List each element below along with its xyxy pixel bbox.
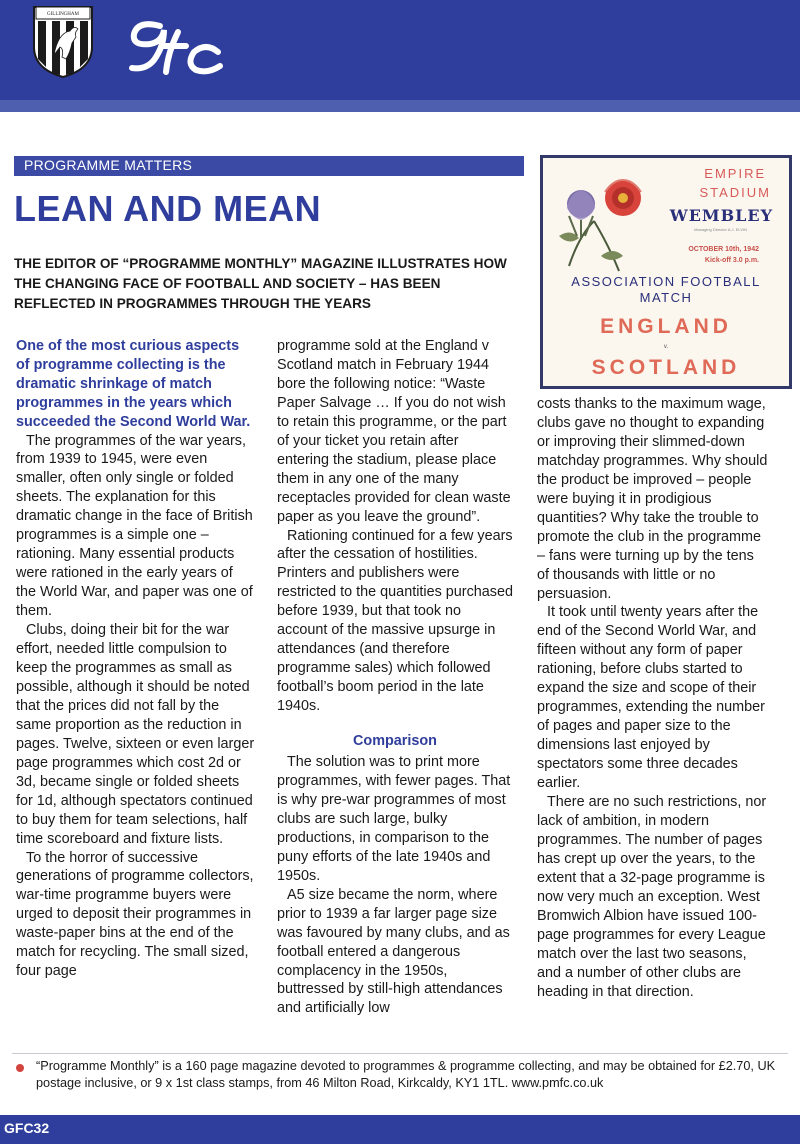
article-column-1 bbox=[16, 337, 256, 981]
body-paragraph: costs thanks to the maximum wage, clubs gave no thought to expanding or improving their slimmed-down matchday programmes. Why should the product be improved – people were buying it in prodigious quantities? Why take the trouble to promote the club in the programme – fans were turning up by the tens of thousands with little or no persuasion. bbox=[537, 396, 768, 602]
article-standfirst: THE EDITOR OF “PROGRAMME MONTHLY” MAGAZINE ILLUSTRATES HOW THE CHANGING FACE OF FOOTBALL AND SOCIETY – HAS BEEN REFLECTED IN PROGRAMMES THROUGH THE YEARS bbox=[14, 256, 507, 311]
programme-line1: EMPIRE bbox=[704, 166, 767, 181]
programme-kickoff: Kick-off 3.0 p.m. bbox=[704, 257, 759, 264]
body-paragraph: A5 size became the norm, where prior to 1939 a far larger page size was favoured by many clubs, and as football entered a dangerous complacency in the 1950s, buttressed by still-high attendances and artificially low bbox=[277, 886, 510, 1017]
body-paragraph: To the horror of successive generations of programme collectors, war-time programme buyers were urged to deposit their programmes in waste-paper bins at the end of the match for recycling. The small sized, four page bbox=[16, 849, 254, 980]
subheading: Comparison bbox=[353, 733, 437, 750]
body-paragraph: Rationing continued for a few years after the cessation of hostilities. Printers and publishers were restricted to the quantities purchased before 1939, but that took no account of the massive upsurge in attendances (and therefore programme sales) which followed football’s boom period in the late 1940s. bbox=[277, 527, 513, 715]
thistle-and-rose-icon bbox=[549, 166, 649, 276]
body-paragraph: The programmes of the war years, from 1939 to 1945, were even smaller, often only single or folded sheets. The explanation for this dramatic change in the face of British programmes is a simple one –rationing. Many essential products were rationed in the early years of the World War, and paper was one of them. bbox=[16, 432, 253, 620]
body-paragraph: programme sold at the England v Scotland match in February 1944 bore the following notice: “Waste Paper Salvage … If you do not wish to retain this programme, or the part of your ticket you retain after entering the stadium, please place them in any one of the many receptacles provided for clean waste paper as you leave the ground”. bbox=[277, 338, 511, 525]
body-paragraph: It took until twenty years after the end of the Second World War, and fifteen without any form of paper rationing, before clubs started to expand the size and scope of their programmes, extending the number of pages and paper size to the dimensions last enjoyed by spectators some three decades earlier. bbox=[537, 604, 765, 792]
section-label-bar bbox=[14, 156, 524, 176]
article-column-3 bbox=[537, 395, 769, 1002]
header-stripe bbox=[0, 100, 800, 112]
programme-event: ASSOCIATION FOOTBALL MATCH bbox=[571, 274, 761, 305]
programme-line2: STADIUM bbox=[699, 185, 771, 200]
programme-venue: WEMBLEY bbox=[669, 206, 773, 225]
body-paragraph: There are no such restrictions, nor lack of ambition, in modern programmes. The number of pages has crept up over the years, to the extent that a 32-page programme is now very much an exception. West Bromwich Albion have issued 100-page programmes for every League match over the last two seasons, and a number of other clubs are heading in that direction. bbox=[537, 794, 767, 1000]
programme-team2: SCOTLAND bbox=[591, 356, 741, 379]
club-crest-icon bbox=[30, 3, 96, 79]
programme-heading bbox=[699, 164, 771, 202]
article-title: LEAN AND MEAN bbox=[14, 188, 322, 229]
footer-band bbox=[0, 1115, 800, 1144]
body-paragraph: The solution was to print more programmes, with fewer pages. That is why pre-war programmes of most clubs are such large, bulky productions, in comparison to the puny efforts of the late 1940s and 1950s. bbox=[277, 754, 511, 884]
article-column-2 bbox=[277, 337, 513, 1018]
body-paragraph: Clubs, doing their bit for the war effort, needed little compulsion to keep the programmes as small as possible, although it should be noted that the prices did not fall by the same proportion as the reduction in pages. Twelve, sixteen or even larger page programmes which cost 2d or 3d, became single or folded sheets for 1d, although spectators continued to buy them for team selections, half time scoreboard and fixture lists. bbox=[16, 622, 255, 847]
programme-team1: ENGLAND bbox=[600, 315, 732, 338]
page-number: GFC32 bbox=[4, 1120, 50, 1136]
bullet-icon bbox=[16, 1064, 24, 1072]
programme-date: OCTOBER 10th, 1942 bbox=[688, 246, 759, 253]
crest-text: GILLINGHAM bbox=[47, 12, 79, 17]
section-label: PROGRAMME MATTERS bbox=[24, 157, 193, 173]
programme-cover-image bbox=[540, 155, 792, 389]
programme-date-block bbox=[688, 244, 759, 266]
article-lede: One of the most curious aspects of programme collecting is the dramatic shrinkage of match programmes in the years which succeeded the Second World War. bbox=[16, 338, 251, 430]
programme-versus: v. bbox=[663, 344, 669, 350]
gfc-logo-icon bbox=[120, 12, 230, 82]
programme-small-print: Managing Director A.J. ELVIN bbox=[694, 227, 747, 232]
footer-note: “Programme Monthly” is a 160 page magazine devoted to programmes & programme collecting, and may be obtained for £2.70, UK postage inclusive, or 9 x 1st class stamps, from 46 Milton Road, Kirkcaldy, KY1 1TL. www.pmfc.co.uk bbox=[36, 1059, 776, 1090]
footer-divider bbox=[12, 1053, 788, 1054]
